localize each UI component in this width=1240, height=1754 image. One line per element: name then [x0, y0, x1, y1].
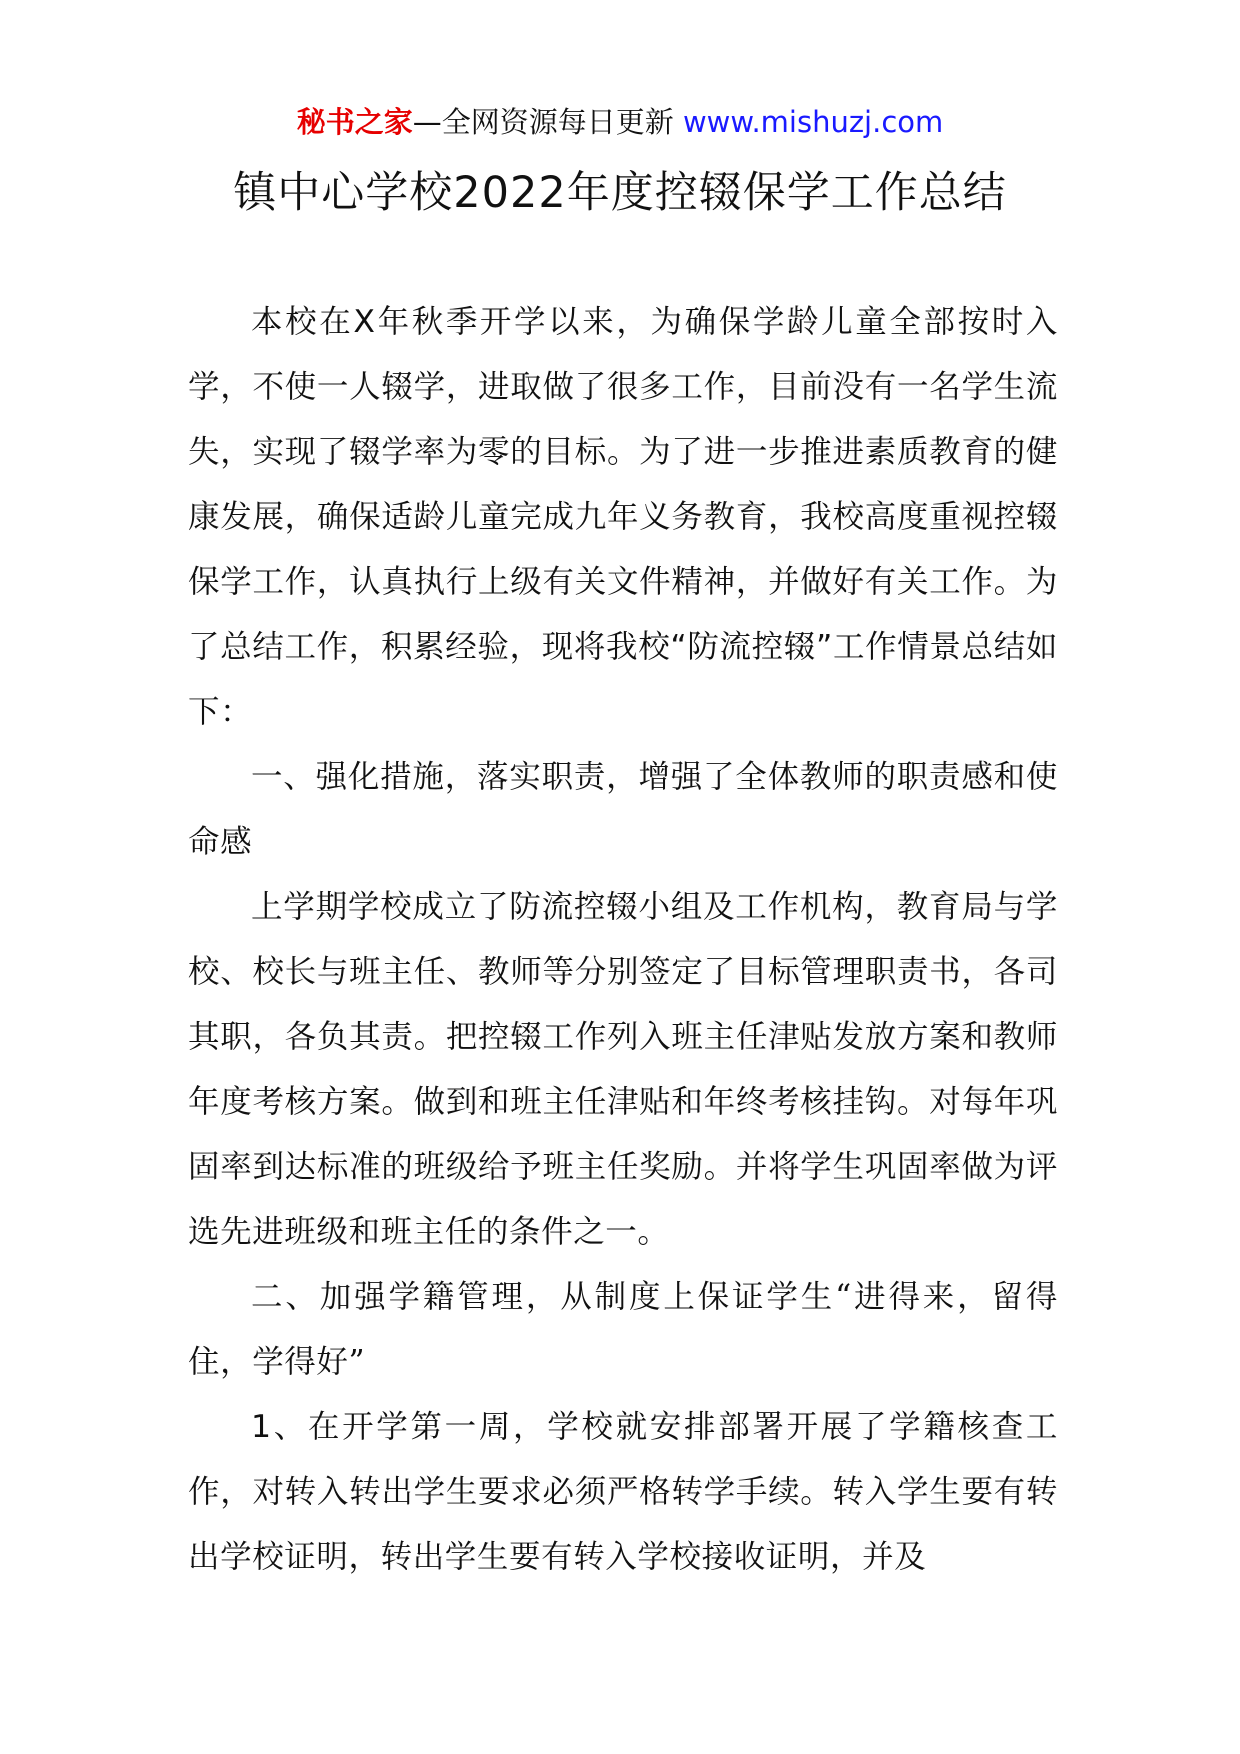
- paragraph-section-1: 上学期学校成立了防流控辍小组及工作机构，教育局与学校、校长与班主任、教师等分别签定了目标管理职责书，各司其职，各负其责。把控辍工作列入班主任津贴发放方案和教师年度考核方案。做到和班主任津贴和年终考核挂钩。对每年巩固率到达标准的班级给予班主任奖励。并将学生巩固率做为评选先进班级和班主任的条件之一。: [188, 889, 1058, 1250]
- banner-brand: 秘书之家: [296, 105, 413, 139]
- banner-url-link[interactable]: www.mishuzj.com: [682, 105, 944, 139]
- banner-slogan: —全网资源每日更新: [412, 105, 683, 139]
- paragraph-intro: 本校在X年秋季开学以来，为确保学龄儿童全部按时入学，不使一人辍学，进取做了很多工作，目前没有一名学生流失，实现了辍学率为零的目标。为了进一步推进素质教育的健康发展，确保适龄儿童完成九年义务教育，我校高度重视控辍保学工作，认真执行上级有关文件精神，并做好有关工作。为了总结工作，积累经验，现将我校“防流控辍”工作情景总结如下：: [188, 304, 1058, 730]
- paragraph-section-2-item-1: 1、在开学第一周，学校就安排部署开展了学籍核查工作，对转入转出学生要求必须严格转学手续。转入学生要有转出学校证明，转出学生要有转入学校接收证明，并及: [188, 1409, 1058, 1575]
- section-heading-1: 一、强化措施，落实职责，增强了全体教师的职责感和使命感: [188, 759, 1058, 860]
- section-heading-2: 二、加强学籍管理，从制度上保证学生“进得来，留得住，学得好”: [188, 1279, 1058, 1380]
- document-body: [188, 290, 1058, 1590]
- document-title: 镇中心学校2022年度控辍保学工作总结: [233, 168, 1007, 218]
- site-banner: [0, 100, 1240, 144]
